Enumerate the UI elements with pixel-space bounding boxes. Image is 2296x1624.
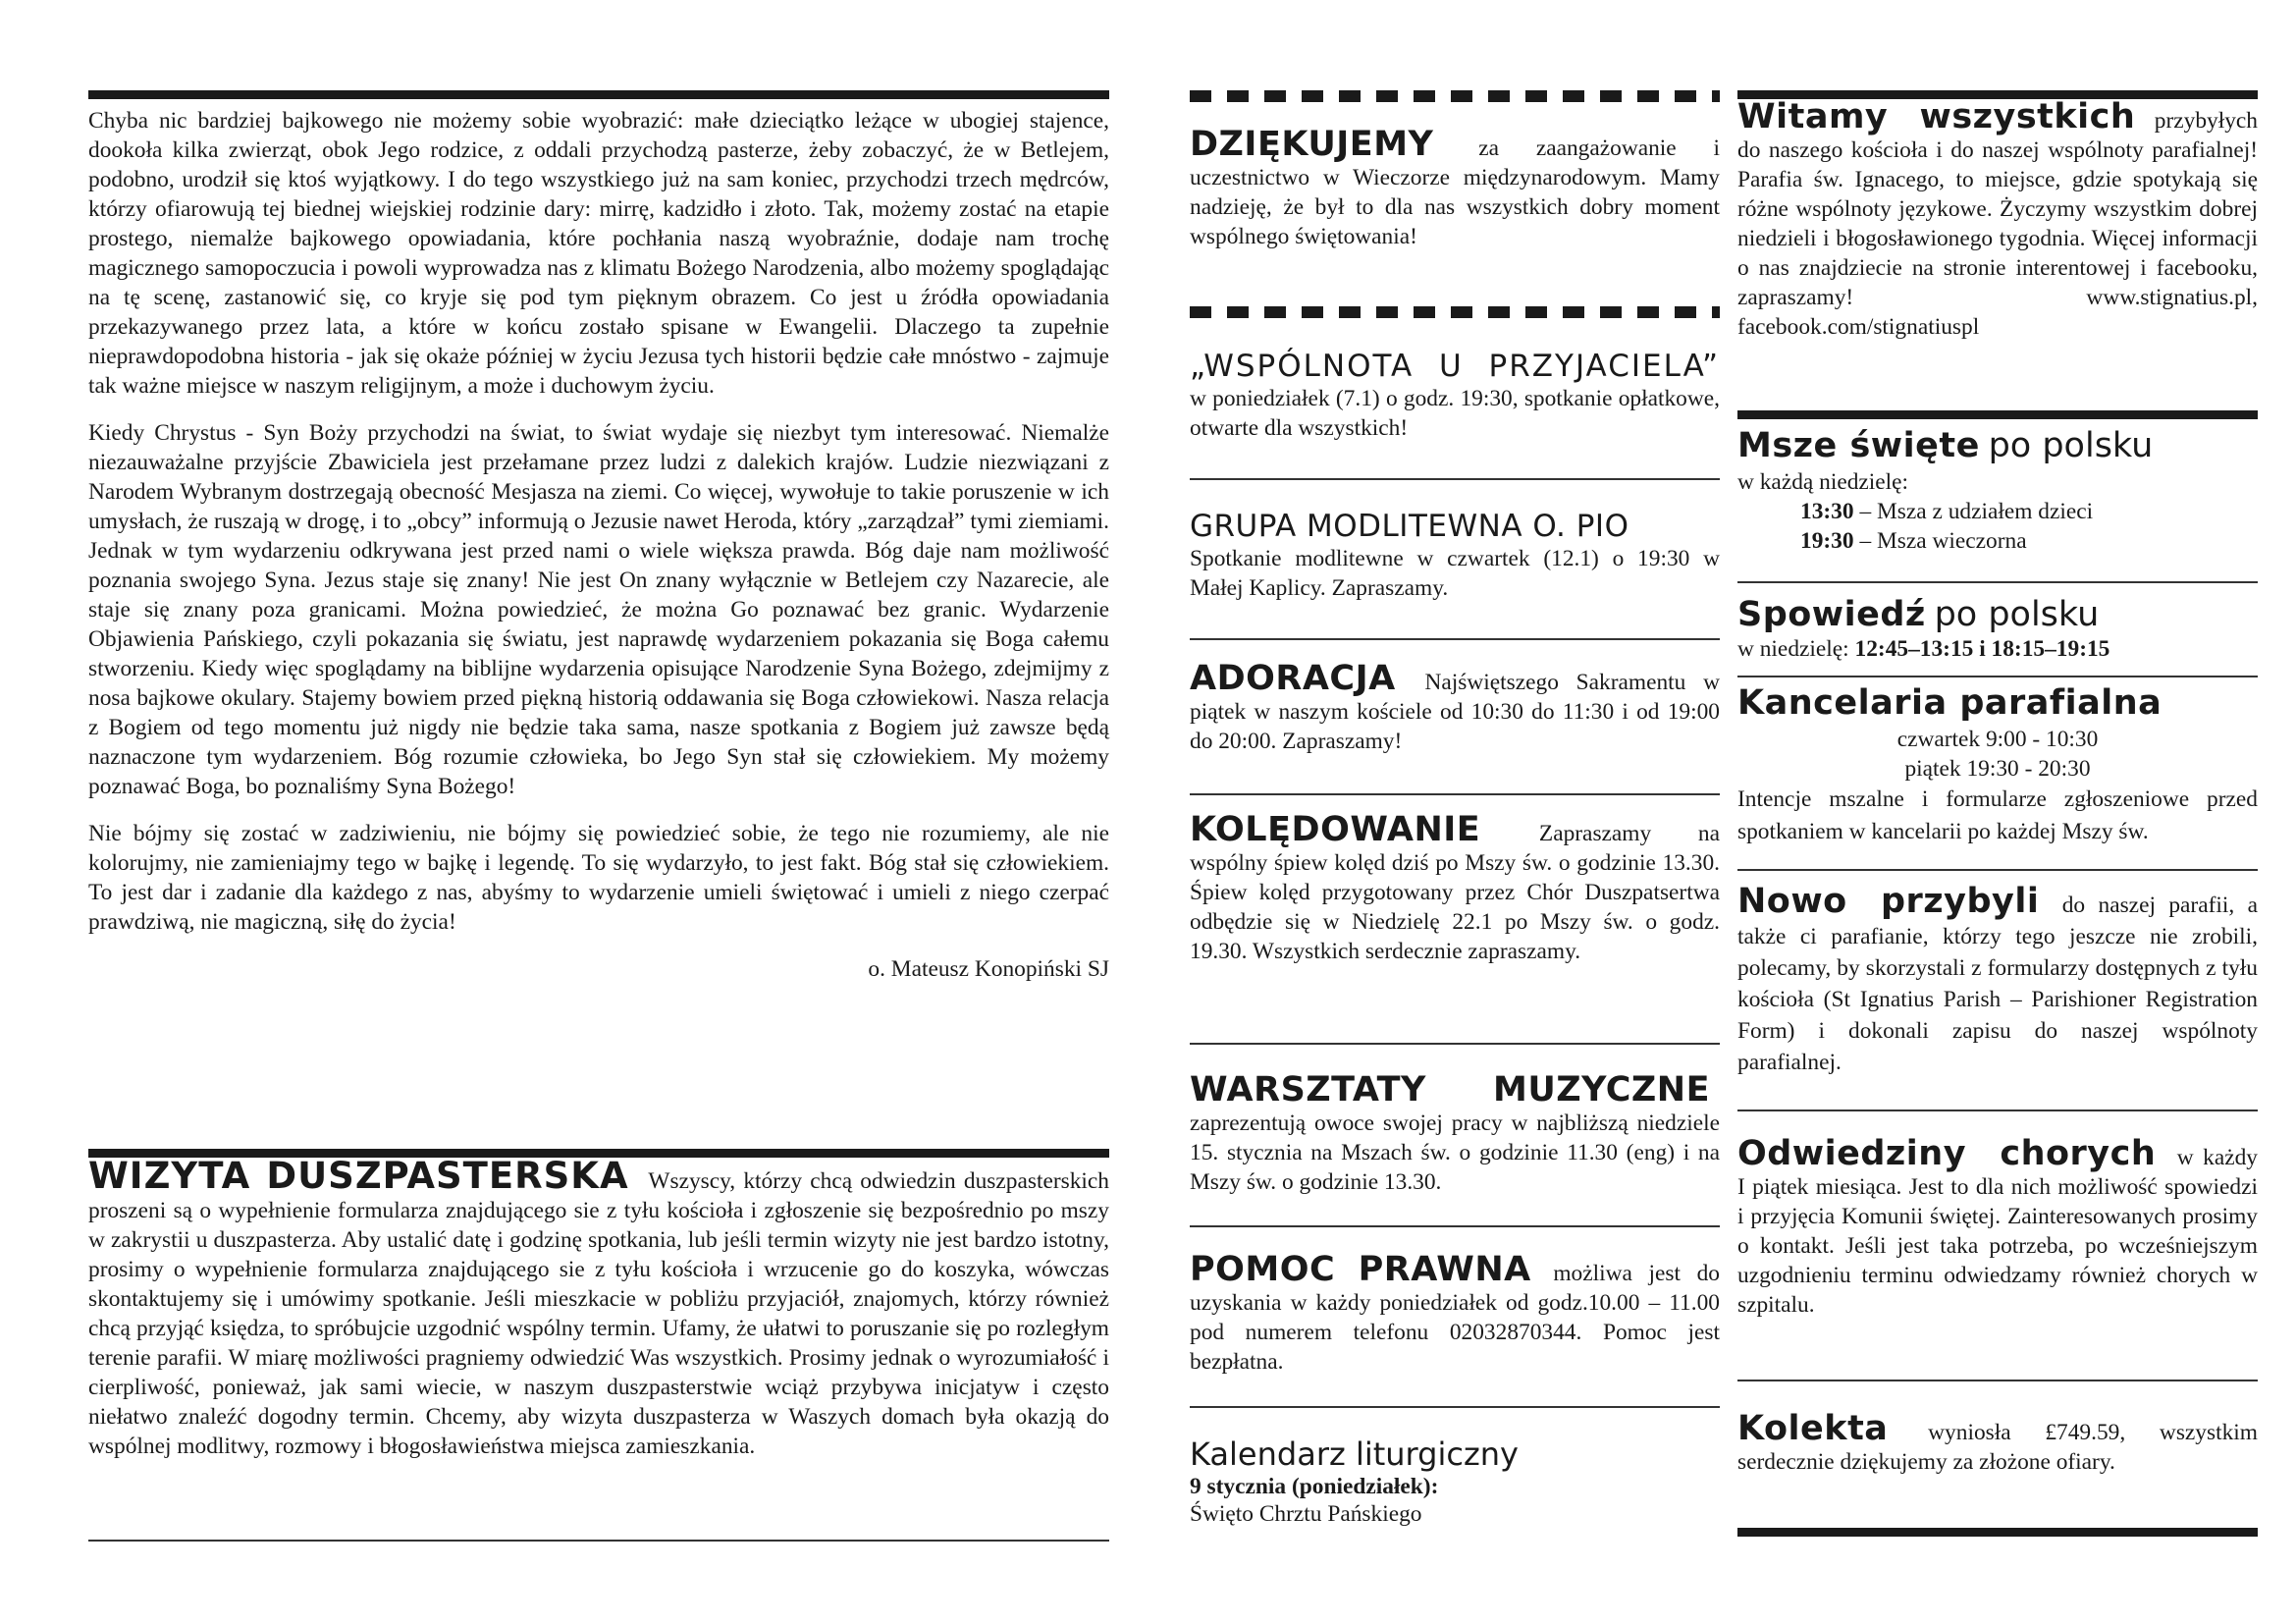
spowiedz-section (1737, 593, 2258, 662)
msze-item-desc: – Msza wieczorna (1859, 528, 2027, 554)
kolekta-section (1737, 1409, 2258, 1477)
wizyta-section (88, 1155, 1109, 1461)
msze-item (1737, 526, 2258, 556)
kancelaria-line1: czwartek 9:00 - 10:30 (1896, 727, 2099, 752)
odwiedziny-section (1737, 1134, 2258, 1320)
kancelaria-line2: piątek 19:30 - 20:30 (1904, 756, 2091, 782)
dashed-rule-middle (1190, 306, 1720, 318)
spowiedz-hours: 12:45–13:15 i 18:15–19:15 (1854, 636, 2110, 662)
rule-pio (1190, 478, 1720, 480)
wspolnota-title: „WSPÓLNOTA U PRZYJACIELA” (1190, 349, 1720, 384)
dziekujemy-title: DZIĘKUJEMY (1190, 125, 1434, 164)
wizyta-text: Wszyscy, którzy chcą odwiedzin duszpasterskich proszeni są o wypełnienie formularza znajdującego sie z tyłu kościoła i zgłoszenie się bezpośrednio po mszy w zakrystii u duszpasterza. Aby ustalić datę i godzinę spotkania, lub jeśli termin wizyty nie jest bardzo istotny, prosimy o wypełnienie formularza znajdującego sie z tyłu kościoła i wrzucenie go do koszyka, wówczas skontaktujemy się i umówimy spotkanie. Jeśli mieszkacie w pobliżu przyjaciół, znajomych, którzy również chcą przyjąć księdza, to spróbujcie uzgodnić wspólny termin. Ufamy, że ułatwi to poruszanie się po rozległym terenie parafii. W miarę możliwości pragniemy odwiedzić Was wszystkich. Prosimy jednak o wyrozumiałość i cierpliwość, ponieważ, jak sami wiecie, w naszym duszpasterstwie wciąż przybywa inicjatyw i często niełatwo znaleźć dogodny termin. Chcemy, aby wizyta duszpasterza w Waszych domach była okazją do wspólnej modlitwy, rozmowy i błogosławieństwa miejsca zamieszkania. (88, 1168, 1109, 1459)
warsztaty-section (1190, 1070, 1720, 1197)
kancelaria-text: Intencje mszalne i formularze zgłoszeniowe przed spotkaniem w kancelarii po każdej Mszy św. (1737, 786, 2258, 844)
rule-kancelaria (1737, 676, 2258, 677)
msze-item (1737, 497, 2258, 526)
nowo-title: Nowo przybyli (1737, 882, 2040, 921)
rule-koledowanie (1190, 793, 1720, 795)
rule-kolekta (1737, 1380, 2258, 1381)
msze-item-time: 19:30 (1800, 528, 1854, 554)
kalendarz-section (1190, 1435, 1720, 1528)
msze-section (1737, 424, 2258, 556)
wspolnota-section (1190, 349, 1720, 443)
kalendarz-feast: Święto Chrztu Pańskiego (1190, 1501, 1422, 1527)
top-rule-left (88, 90, 1109, 99)
kolekta-text: wyniosła £749.59, wszystkim serdecznie dziękujemy za złożone ofiary. (1737, 1420, 2258, 1475)
odwiedziny-title: Odwiedziny chorych (1737, 1134, 2157, 1173)
kancelaria-title: Kancelaria parafialna (1737, 683, 2163, 723)
rule-spowiedz (1737, 581, 2258, 583)
msze-title: Msze święte (1737, 426, 1980, 465)
rule-odwiedziny (1737, 1110, 2258, 1111)
warsztaty-text: zaprezentują owoce swojej pracy w najbliższą niedziele 15. stycznia na Mszach św. o godzinie 11.30 (eng) i na Mszy św. o godzinie 13.30. (1190, 1110, 1720, 1195)
pomoc-section (1190, 1250, 1720, 1377)
pio-section (1190, 509, 1720, 603)
nowo-text: do naszej parafii, a także ci parafianie, którzy tego jeszcze nie zrobili, polecamy, by skorzystali z formularzy dostępnych z tyłu kościoła (St Ignatius Parish – Parishioner Registration Form) i dokonali zapisu do naszej wspólnoty parafialnej. (1737, 893, 2258, 1075)
witamy-text: przybyłych do naszego kościoła i do naszej wspólnoty parafialnej! Parafia św. Ignacego, to miejsce, gdzie spotykają się różne wspólnoty językowe. Życzymy wszystkim dobrej niedzieli i błogosławionego tygodnia. Więcej informacji o nas znajdziecie na stronie interentowej i facebooku, zapraszamy! www.stignatius.pl, facebook.com/stignatiuspl (1737, 108, 2258, 340)
msze-title-light: po polsku (1988, 426, 2154, 465)
kalendarz-date: 9 stycznia (poniedziałek): (1190, 1474, 1439, 1499)
koledowanie-text: Zapraszamy na wspólny śpiew kolęd dziś po Mszy św. o godzinie 13.30. Śpiew kolęd przygotowany przez Chór Duszpatsertwa odbędzie się w Niedzielę 22.1 po Mszy św. o godz. 19.30. Wszystkich serdecznie zapraszamy. (1190, 821, 1720, 964)
koledowanie-title: KOLĘDOWANIE (1190, 810, 1481, 849)
wizyta-title: WIZYTA DUSZPASTERSKA (88, 1155, 629, 1197)
kolekta-title: Kolekta (1737, 1409, 1889, 1448)
bottom-rule-right (1737, 1528, 2258, 1537)
bottom-rule-left (88, 1540, 1109, 1542)
msze-intro: w każdą niedzielę: (1737, 469, 1909, 495)
adoracja-text: Najświętszego Sakramentu w piątek w naszym kościele od 10:30 do 11:30 i od 19:00 do 20:00. Zapraszamy! (1190, 670, 1720, 754)
dashed-rule-top (1190, 90, 1720, 102)
pomoc-title: POMOC PRAWNA (1190, 1250, 1531, 1289)
dziekujemy-section (1190, 125, 1720, 251)
msze-item-time: 13:30 (1800, 499, 1854, 524)
warsztaty-title: WARSZTATY MUZYCZNE (1190, 1070, 1710, 1110)
odwiedziny-text: w każdy I piątek miesiąca. Jest to dla nich możliwość spowiedzi i przyjęcia Komunii świętej. Zainteresowanych prosimy o kontakt. Jeśli jest taka potrzeba, po wcześniejszym uzgodnieniu terminu odwiedzamy również chorych w szpitalu. (1737, 1145, 2258, 1318)
article-paragraph-3: Nie bójmy się zostać w zadziwieniu, nie bójmy się powiedzieć sobie, że tego nie rozumiemy, ale nie kolorujmy, nie zamieniajmy tego w bajkę i legendę. To się wydarzyło, to jest fakt. Bóg stał się człowiekiem. To jest dar i zadanie dla każdego z nas, abyśmy to wydarzenie umieli świętować i umieli z niego czerpać prawdziwą, nie magiczną, siłę do życia! (88, 821, 1109, 935)
nowo-section (1737, 882, 2258, 1078)
adoracja-title: ADORACJA (1190, 659, 1396, 698)
article (88, 106, 1109, 984)
rule-kalendarz (1190, 1406, 1720, 1408)
spowiedz-title-light: po polsku (1934, 595, 2100, 634)
dziekujemy-text: za zaangażowanie i uczestnictwo w Wieczorze międzynarodowym. Mamy nadzieję, że był to dla nas wszystkich dobry moment wspólnego świętowania! (1190, 135, 1720, 249)
pio-text: Spotkanie modlitewne w czwartek (12.1) o 19:30 w Małej Kaplicy. Zapraszamy. (1190, 546, 1720, 601)
spowiedz-title: Spowiedź (1737, 595, 1926, 634)
rule-warsztaty (1190, 1043, 1720, 1045)
pio-title: GRUPA MODLITEWNA O. PIO (1190, 509, 1629, 544)
rule-pomoc (1190, 1225, 1720, 1227)
kalendarz-title: Kalendarz liturgiczny (1190, 1435, 1519, 1473)
kancelaria-section (1737, 681, 2258, 848)
rule-nowo (1737, 869, 2258, 871)
pomoc-text: możliwa jest do uzyskania w każdy poniedziałek od godz.10.00 – 11.00 pod numerem telefonu 02032870344. Pomoc jest bezpłatna. (1190, 1261, 1720, 1375)
witamy-section (1737, 97, 2258, 342)
article-author: o. Mateusz Konopiński SJ (868, 956, 1109, 982)
article-paragraph-1: Chyba nic bardziej bajkowego nie możemy sobie wyobrazić: małe dzieciątko leżące w ubogiej stajence, dookoła kilka zwierząt, obok Jego rodzice, z oddali przychodzą pasterze, żeby zobaczyć, że w Betlejem, podobno, urodził się ktoś wyjątkowy. I do tego wszystkiego już na sam koniec, przychodzi trzech mędrców, którzy ofiarowują tej biednej wiejskiej rodzinie dary: mirrę, kadzidło i złoto. Tak, możemy zostać na etapie prostego, niemalże bajkowego opowiadania, które pochłania naszą wyobraźnie, dodaje nam trochę magicznego samopoczucia i powoli wyprowadza nas z klimatu Bożego Narodzenia, albo możemy spoglądając na tę scenę, zastanowić się, co kryje się pod tym pięknym obrazem. Co jest u źródła opowiadania przekazywanego przez lata, a które w końcu zostało spisane w Ewangelii. Dlaczego ta zupełnie nieprawdopodobna historia - jak się okaże później w życiu Jezusa tych historii będzie całe mnóstwo - zajmuje tak ważne miejsce w naszym religijnym, a może i duchowym życiu. (88, 108, 1109, 399)
koledowanie-section (1190, 810, 1720, 966)
adoracja-section (1190, 659, 1720, 756)
spowiedz-prefix: w niedzielę: (1737, 636, 1849, 662)
rule-adoracja (1190, 638, 1720, 640)
msze-item-desc: – Msza z udziałem dzieci (1859, 499, 2094, 524)
wspolnota-text: w poniedziałek (7.1) o godz. 19:30, spotkanie opłatkowe, otwarte dla wszystkich! (1190, 386, 1720, 441)
rule-msze (1737, 410, 2258, 419)
witamy-title: Witamy wszystkich (1737, 97, 2136, 136)
article-paragraph-2: Kiedy Chrystus - Syn Boży przychodzi na świat, to świat wydaje się niezbyt tym interesować. Niemalże niezauważalne przyjście Zbawiciela jest przełamane przez ludzi z dalekich krajów. Ludzie niezwiązani z Narodem Wybranym dostrzegają obecność Mesjasza na ziemi. Co więcej, wywołuje to takie poruszenie w ich umysłach, że ruszają w drogę, i to „obcy” informują o Jezusie nawet Heroda, który „zarządzał” tymi ziemiami. Jednak w tym wydarzeniu odkrywana jest przed nami o wiele większa prawda. Bóg daje nam możliwość poznania swojego Syna. Jezus staje się znany! Nie jest On znany wyłącznie w Betlejem czy Nazarecie, ale staje się znany poza granicami. Można powiedzieć, że można Go poznawać bez granic. Wydarzenie Objawienia Pańskiego, czyli pokazania się światu, jest naprawdę wydarzeniem pokazania się Boga całemu stworzeniu. Kiedy więc spoglądamy na biblijne wydarzenia opisujące Narodzenie Syna Bożego, zdejmijmy z nosa bajkowe okulary. Stajemy bowiem przed piękną historią oddawania się Boga człowiekowi. Nasza relacja z Bogiem od tego momentu już nigdy nie będzie taka sama, nasze spotkania z Bogiem już zawsze będą naznaczone tym wydarzeniem. Bóg rozumie człowieka, bo Jego Syn stał się człowiekiem. My możemy poznawać Boga, bo poznaliśmy Syna Bożego! (88, 420, 1109, 799)
